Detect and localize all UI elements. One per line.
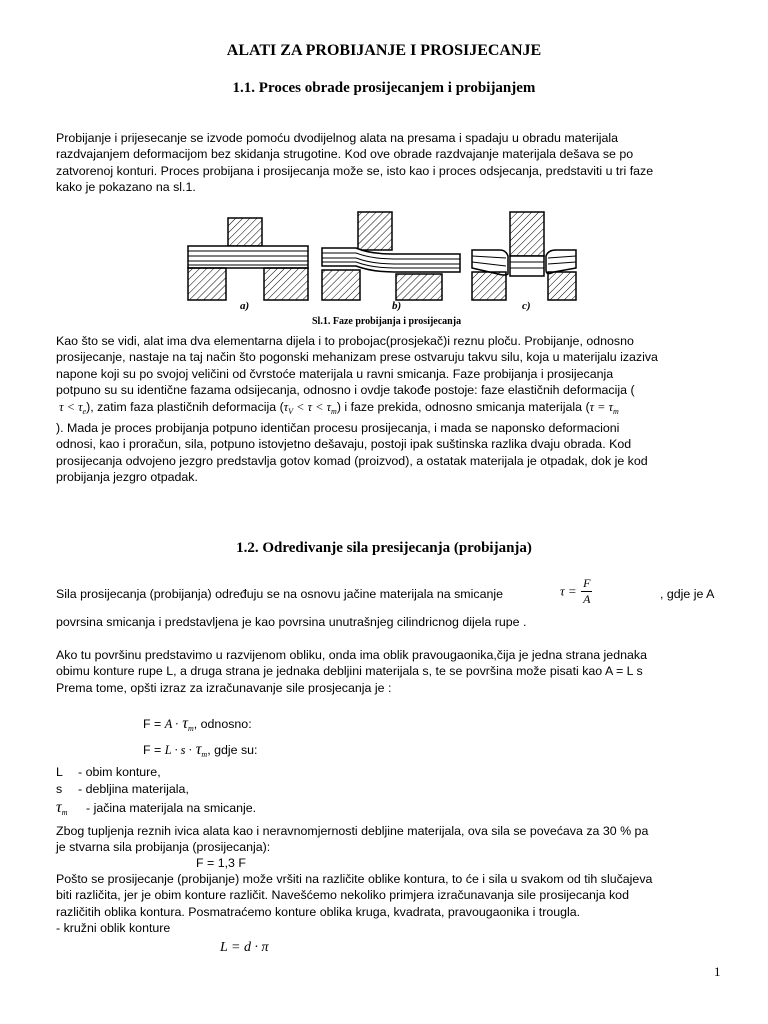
definition-text: - jačina materijala na smicanje. <box>86 801 257 815</box>
section-2-heading: 1.2. Odredivanje sila presijecanja (probijanja) <box>236 540 532 556</box>
area-paragraph <box>56 647 647 696</box>
contour-line: biti različita, jer je obim konture različit. Navešćemo nekoliko primjera izračunavanja sile prosijecanja kod <box>56 888 629 903</box>
formula-plastic: $\tau_V < \tau < \tau_m$ <box>283 399 337 416</box>
formula-text: ), zatim faza plastičnih deformacija ( <box>86 399 284 414</box>
formula-elastic: $\tau < \tau_e$ <box>56 399 87 416</box>
body-line: prosijecanja odvojeno jezgro predstavlja gotov komad (proizvod), a ostatak materijala je otpadak, dok je kod <box>56 453 648 468</box>
body-line: odnosi, kao i proračun, sila, potpuno istovjetno dešavaju, postoji ipak suštinska razlika dvaju obrada. Kod <box>56 437 632 452</box>
shear-after-text: , gdje je A <box>660 587 715 601</box>
definition-symbol: s <box>56 782 63 796</box>
equation-1-suffix: , odnosno: <box>193 717 252 731</box>
equation-force-1: $F = A \cdot \tau_m$, odnosno: <box>143 715 252 733</box>
body-paragraph <box>56 333 728 486</box>
dulling-paragraph <box>56 823 648 856</box>
body-line: prosijecanje, nastaje na taj način što pogonski mehanizam prese ostvaruju takvu silu, koja u materijalu izaziva <box>56 350 658 365</box>
figure-punching-phases <box>180 210 580 332</box>
area-line: Prema tome, opšti izraz za izračunavanje sile prosjecanja je : <box>56 680 392 695</box>
equation-2-suffix: , gdje su: <box>207 743 258 757</box>
intro-line: Probijanje i prijesecanje se izvode pomoću dvodijelnog alata na presama i spadaju u obradu materijala <box>56 131 619 145</box>
body-line: potpuno su su identične fazama odsijecanja, odnosno i ovdje takođe postoje: faze elastičnih deformacija ( <box>56 383 635 398</box>
figure-label-b: b) <box>392 300 402 312</box>
contour-line: različitih oblika kontura. Posmatraćemo konture oblika kruga, kvadrata, pravougaonika i trougla. <box>56 904 581 919</box>
contour-line: - kružni oblik konture <box>56 921 171 936</box>
figure-panel-c <box>472 212 576 300</box>
formula-line <box>56 399 728 420</box>
definition-text: - obim konture, <box>78 765 161 779</box>
contour-line: Pošto se prosijecanje (probijanje) može vršiti na različite oblike kontura, to će i sila u svakom od tih slučajeva <box>56 872 653 886</box>
page-number: 1 <box>714 964 721 979</box>
figure-drawing <box>180 210 580 332</box>
definition-row <box>56 781 189 797</box>
body-line: ). Mada je proces probijanja potpuno identičan procesu prosijecanja, i mada se naponsko deformacioni <box>56 421 620 436</box>
area-line: obimu konture rupe L, a druga strana je jednaka debljini materijala s, te se površina može pisati kao A = L s <box>56 664 643 679</box>
dulling-line: Zbog tupljenja reznih ivica alata kao i neravnomjernosti debljine materijala, ova sila se povećava za 30 % pa <box>56 824 649 838</box>
definition-text: - debljina materijala, <box>78 782 189 796</box>
figure-panel-b <box>322 212 460 300</box>
formula-shear: $\tau = \tau_m$ <box>589 399 619 416</box>
body-line: probijanja jezgro otpadak. <box>56 470 198 485</box>
equation-circle-perimeter: L = d · π <box>220 940 269 955</box>
figure-caption: Sl.1. Faze probijanja i prosijecanja <box>312 316 462 327</box>
shear-formula: τ = $\frac{F}{A}$ <box>560 576 591 606</box>
body-line: napone koji su po svojoj veličini od čvrstoće materijala u ravni smicanja. Faze probijanja i prosijecanja <box>56 366 614 381</box>
shear-lead-text: Sila prosijecanja (probijanja) određuju se na osnovu jačine materijala na smicanje <box>56 587 504 601</box>
document-title: ALATI ZA PROBIJANJE I PROSIJECANJE <box>226 42 542 59</box>
intro-line: zatvorenoj konturi. Proces probijana i prosijecanja može se, isto kao i proces odsjecanja, predstaviti u tri faze <box>56 163 654 178</box>
definition-row <box>56 800 256 821</box>
shear-fraction: $\frac{F}{A}$ <box>583 576 591 606</box>
intro-line: kako je pokazano na sl.1. <box>56 180 196 195</box>
formula-text: ) i faze prekida, odnosno smicanja materijala ( <box>336 399 590 414</box>
shear-line-2: povrsina smicanja i predstavljena je kao povrsina unutrašnjeg cilindricnog dijela rupe . <box>56 615 527 629</box>
intro-paragraph <box>56 130 726 196</box>
equation-real-force: F = 1,3 F <box>196 856 246 870</box>
dulling-line: je stvarna sila probijanja (prosijecanja): <box>56 840 271 855</box>
equation-force-2: $F = L \cdot s \cdot \tau_m$, gdje su: <box>143 741 258 759</box>
figure-label-c: c) <box>522 300 531 312</box>
definition-row <box>56 764 161 780</box>
figure-label-a: a) <box>240 300 250 312</box>
figure-panel-a <box>188 218 308 300</box>
definition-symbol-tau: $\tau_m$ <box>56 799 68 817</box>
area-line: Ako tu površinu predstavimo u razvijenom obliku, onda ima oblik pravougaonika,čija je jedna strana jednaka <box>56 648 647 662</box>
contour-paragraph <box>56 871 652 937</box>
intro-line: razdvajanjem deformacijom bez skidanja strugotine. Kod ove obrade razdvajanje materijala dešava se po <box>56 147 634 162</box>
definition-symbol: L <box>56 765 63 779</box>
section-1-heading: 1.1. Proces obrade prosijecanjem i probijanjem <box>232 80 536 96</box>
body-line: Kao što se vidi, alat ima dva elementarna dijela i to probojac(prosjekač)i reznu ploču. Probijanje, odnosno <box>56 334 634 348</box>
